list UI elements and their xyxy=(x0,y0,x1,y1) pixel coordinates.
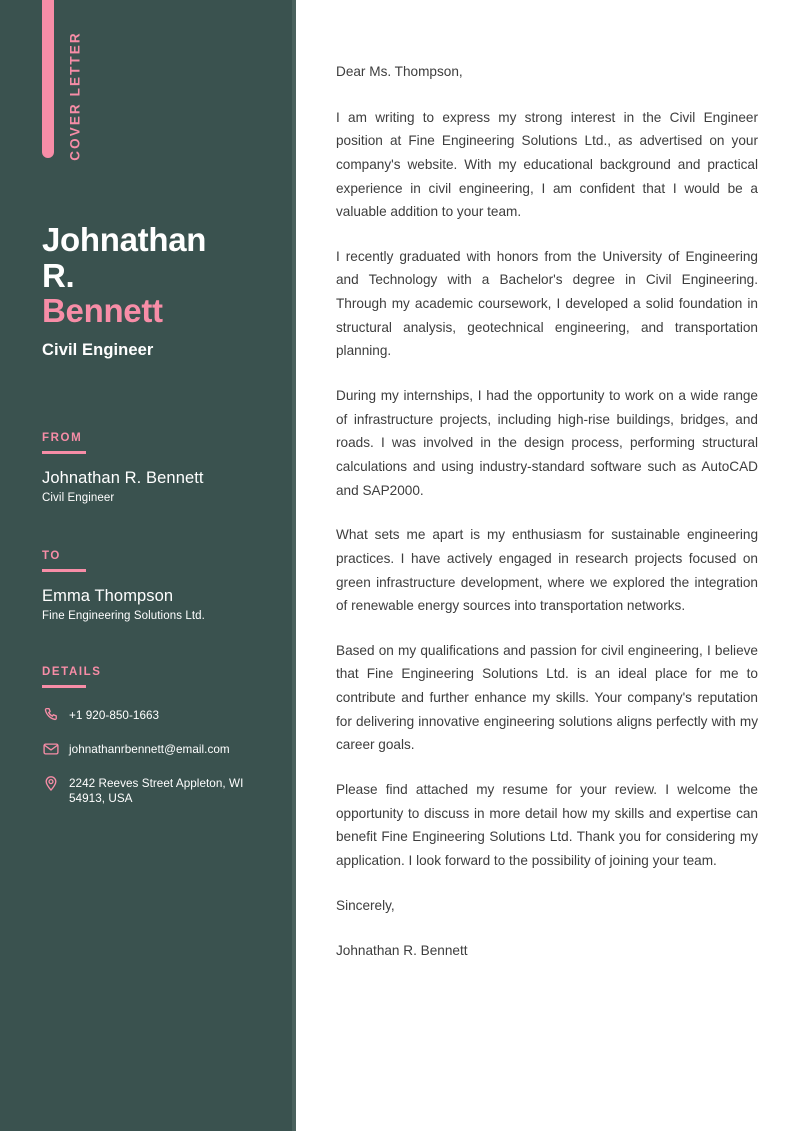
email-value: johnathanrbennett@email.com xyxy=(69,742,230,756)
to-section xyxy=(42,550,262,622)
details-rule xyxy=(42,685,86,688)
from-name: Johnathan R. Bennett xyxy=(42,468,204,487)
from-section xyxy=(42,432,262,504)
to-rule xyxy=(42,569,86,572)
from-label: FROM xyxy=(42,432,83,444)
letter-signature: Johnathan R. Bennett xyxy=(336,943,468,959)
to-company: Fine Engineering Solutions Ltd. xyxy=(42,609,205,622)
name-first-line: Johnathan xyxy=(42,221,207,258)
name-middle-initial: R. xyxy=(42,256,75,294)
letter-body xyxy=(296,0,800,1131)
name-last-line: Bennett xyxy=(42,292,163,330)
address-value: 2242 Reeves Street Appleton, WI 54913, USA xyxy=(69,776,244,806)
letter-signoff: Sincerely, xyxy=(336,897,395,913)
contact-list xyxy=(42,706,262,807)
letter-paragraph: During my internships, I had the opportunity to work on a wide range of infrastructure projects, including high-rise buildings, bridges, and roads. I was involved in the design process, performing structural calculations and using industry-standard software such as AutoCAD and SAP2000. xyxy=(336,388,758,498)
letter-paragraph: Please find attached my resume for your review. I welcome the opportunity to discuss in more detail how my skills and expertise can benefit Fine Engineering Solutions Ltd. Thank you for considering my application. I look forward to the possibility of joining your team. xyxy=(336,782,758,868)
letter-paragraph: What sets me apart is my enthusiasm for sustainable engineering practices. I have actively engaged in research projects focused on green infrastructure development, where we explored the integration of renewable energy sources into transportation networks. xyxy=(336,527,758,614)
document-type-text: COVER LETTER xyxy=(67,31,83,161)
to-label: TO xyxy=(42,550,61,562)
details-section xyxy=(42,666,262,823)
contact-item-address xyxy=(42,774,262,807)
name-block xyxy=(42,222,257,360)
to-name: Emma Thompson xyxy=(42,586,174,605)
letter-paragraph: Based on my qualifications and passion for civil engineering, I believe that Fine Engineering Solutions Ltd. is an ideal place for me to contribute and further enhance my skills. Your company's reputation for delivering innovative engineering solutions aligns perfectly with my career goals. xyxy=(336,642,758,753)
details-label: DETAILS xyxy=(42,666,102,678)
job-title: Civil Engineer xyxy=(42,340,154,359)
from-rule xyxy=(42,451,86,454)
phone-icon xyxy=(42,706,60,724)
letter-salutation: Dear Ms. Thompson, xyxy=(336,64,463,79)
phone-value: +1 920-850-1663 xyxy=(69,708,160,722)
letter-paragraph: I recently graduated with honors from the University of Engineering and Technology with a Bachelor's degree in Civil Engineering. Through my academic coursework, I developed a solid foundation in structural analysis, geotechnical engineering, and transportation planning. xyxy=(336,248,758,359)
contact-item-phone xyxy=(42,706,262,724)
sidebar xyxy=(0,0,296,1131)
email-icon xyxy=(42,740,60,758)
letter-paragraph: I am writing to express my strong interest in the Civil Engineer position at Fine Engineering Solutions Ltd., as advertised on your company's website. With my educational background and practical experience in civil engineering, I am confident that I would be a valuable addition to your team. xyxy=(336,109,758,220)
document-type-label xyxy=(62,30,88,162)
from-title: Civil Engineer xyxy=(42,491,115,504)
contact-item-email xyxy=(42,740,262,758)
accent-bar-decoration xyxy=(42,0,54,158)
location-pin-icon xyxy=(42,774,60,792)
